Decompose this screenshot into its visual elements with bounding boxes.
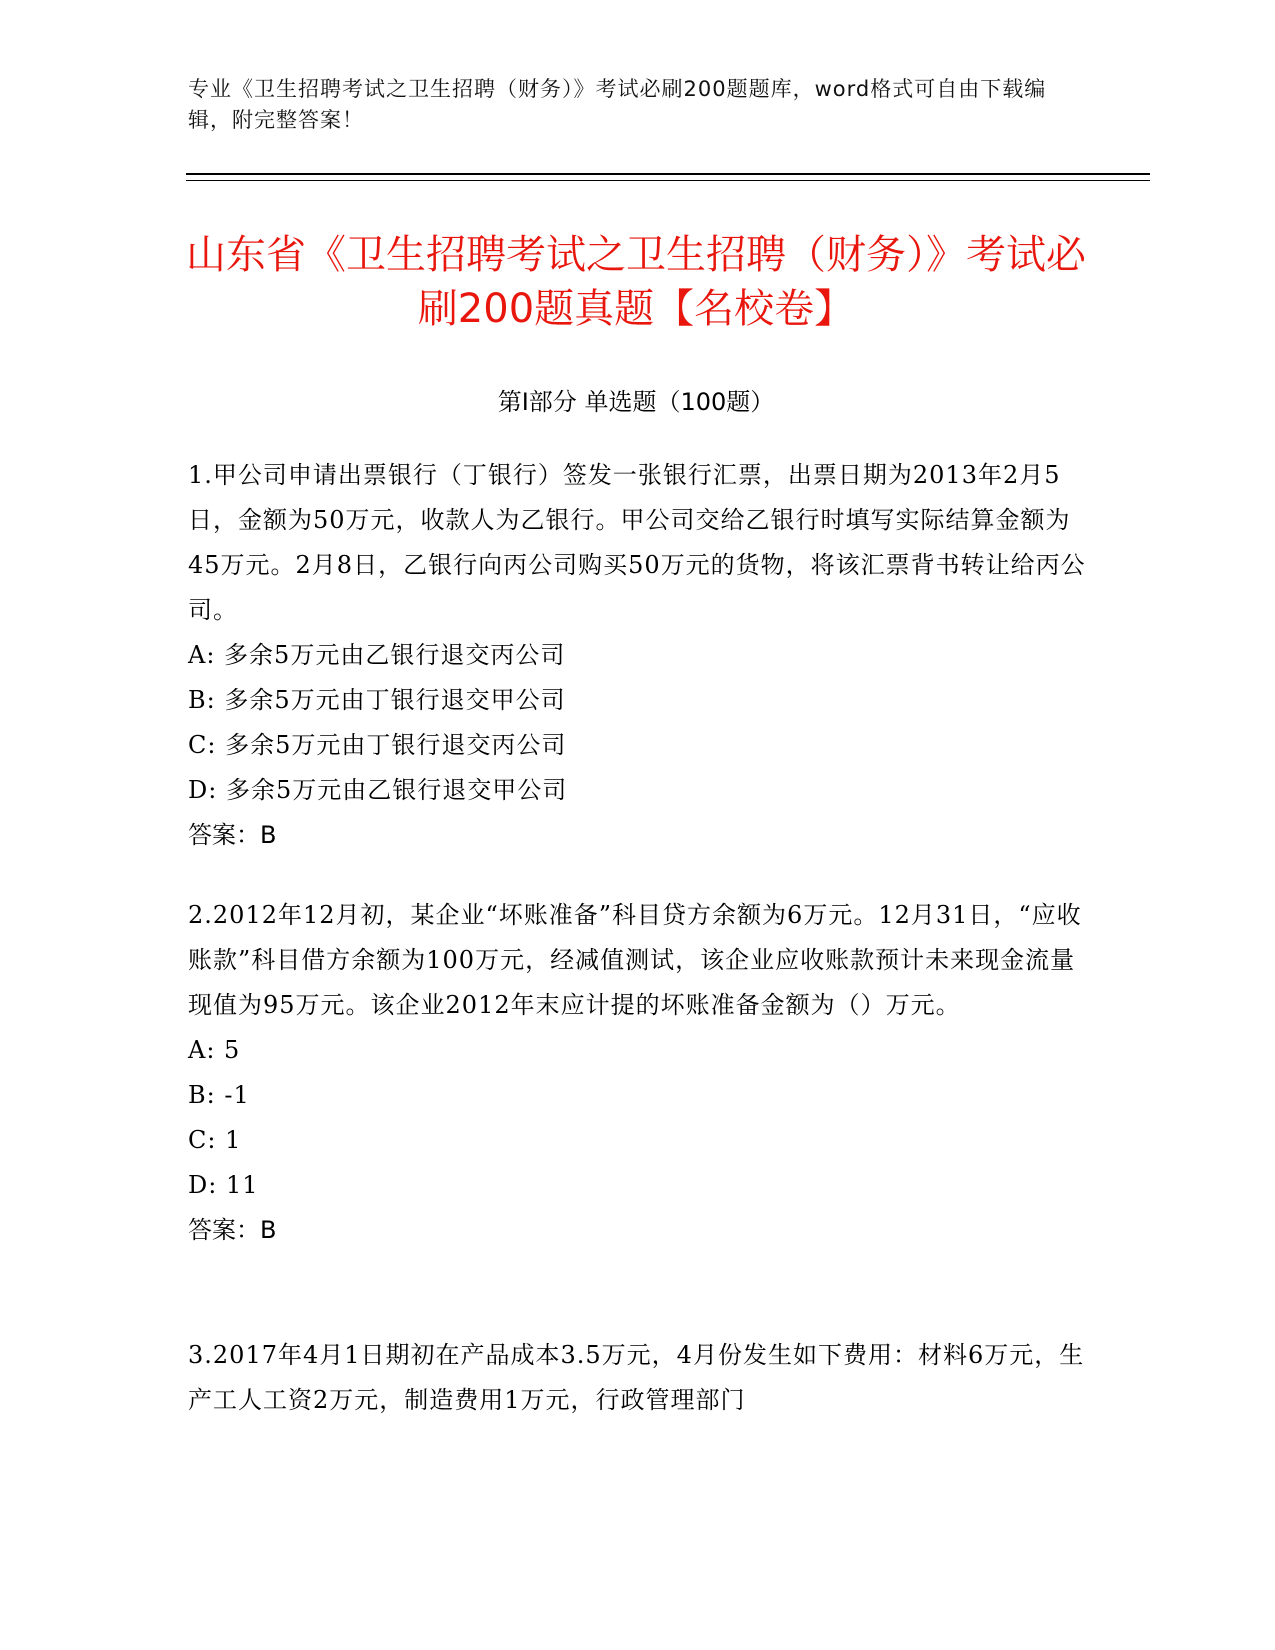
- option-a: A: 多余5万元由乙银行退交丙公司: [188, 641, 566, 669]
- answer-line: 答案：B: [188, 1216, 277, 1244]
- option-a: A: 5: [188, 1036, 241, 1064]
- section-title: 第Ⅰ部分 单选题（100题）: [497, 388, 775, 416]
- header-divider-thick: [186, 173, 1150, 175]
- question-stem: 3.2017年4月1日期初在产品成本3.5万元，4月份发生如下费用：材料6万元，生产工人工资2万元，制造费用1万元，行政管理部门: [188, 1341, 1085, 1414]
- option-b: B: -1: [188, 1081, 250, 1109]
- header-note: 专业《卫生招聘考试之卫生招聘（财务）》考试必刷200题题库，word格式可自由下载编辑，附完整答案！: [188, 77, 1047, 132]
- question-3: [188, 1333, 1088, 1423]
- option-d: D: 多余5万元由乙银行退交甲公司: [188, 776, 568, 804]
- answer-line: 答案：B: [188, 821, 277, 849]
- option-d: D: 11: [188, 1171, 259, 1199]
- option-b: B: 多余5万元由丁银行退交甲公司: [188, 686, 566, 714]
- option-c: C: 1: [188, 1126, 242, 1154]
- header-divider-thin: [186, 180, 1150, 181]
- option-c: C: 多余5万元由丁银行退交丙公司: [188, 731, 567, 759]
- question-1: [188, 453, 1088, 858]
- question-2: [188, 893, 1088, 1253]
- document-title: 山东省《卫生招聘考试之卫生招聘（财务）》考试必刷200题真题【名校卷】: [186, 232, 1086, 332]
- question-stem: 2.2012年12月初，某企业“坏账准备”科目贷方余额为6万元。12月31日，“应收账款”科目借方余额为100万元，经减值测试，该企业应收账款预计未来现金流量现值为95万元。该企业2012年末应计提的坏账准备金额为（）万元。: [188, 901, 1082, 1019]
- question-stem: 1.甲公司申请出票银行（丁银行）签发一张银行汇票，出票日期为2013年2月5日，金额为50万元，收款人为乙银行。甲公司交给乙银行时填写实际结算金额为45万元。2月8日，乙银行向丙公司购买50万元的货物，将该汇票背书转让给丙公司。: [188, 461, 1086, 624]
